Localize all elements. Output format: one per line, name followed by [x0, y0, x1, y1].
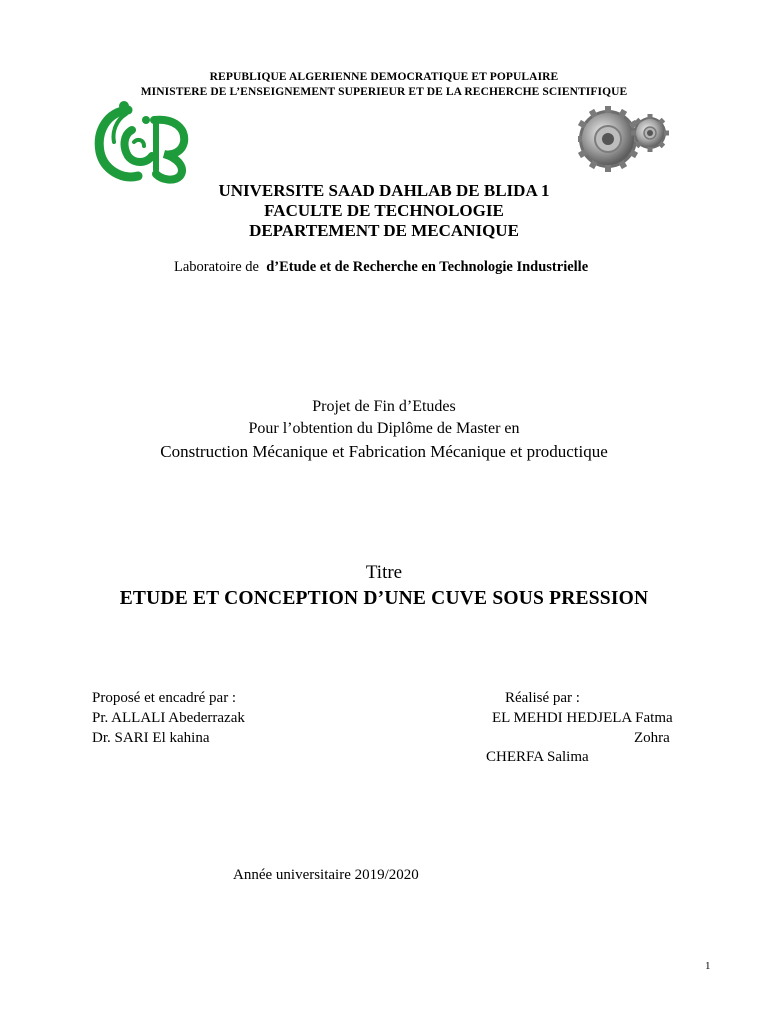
academic-year: Année universitaire 2019/2020: [233, 867, 419, 883]
laboratory-line: [174, 259, 588, 276]
supervisor-name: Dr. SARI El kahina: [92, 730, 210, 746]
title-label: Titre: [365, 562, 403, 583]
author-name: CHERFA Salima: [486, 749, 589, 765]
author-name-continued: Zohra: [634, 730, 670, 746]
university-logo-icon: [94, 100, 192, 184]
laboratory-prefix: Laboratoire de: [174, 259, 259, 275]
page-number: 1: [705, 960, 711, 972]
header-republic: REPUBLIQUE ALGERIENNE DEMOCRATIQUE ET POPULAIRE: [209, 71, 559, 83]
department-name: DEPARTEMENT DE MECANIQUE: [249, 221, 519, 240]
project-type: Projet de Fin d’Etudes: [312, 398, 456, 415]
header-ministry: MINISTERE DE L’ENSEIGNEMENT SUPERIEUR ET DE LA RECHERCHE SCIENTIFIQUE: [140, 86, 628, 98]
laboratory-name: d’Etude et de Recherche en Technologie Industrielle: [266, 259, 589, 275]
project-purpose: Pour l’obtention du Diplôme de Master en: [248, 420, 520, 437]
author-name: EL MEHDI HEDJELA Fatma: [492, 710, 673, 726]
project-specialty: Construction Mécanique et Fabrication Mécanique et productique: [160, 442, 608, 461]
supervisor-name: Pr. ALLALI Abederrazak: [92, 710, 245, 726]
supervisors-heading: Proposé et encadré par :: [92, 690, 237, 706]
faculty-name: FACULTE DE TECHNOLOGIE: [264, 201, 504, 220]
authors-heading: Réalisé par :: [505, 690, 580, 706]
university-name: UNIVERSITE SAAD DAHLAB DE BLIDA 1: [218, 181, 550, 200]
thesis-title: ETUDE ET CONCEPTION D’UNE CUVE SOUS PRESSION: [119, 588, 649, 609]
gears-icon: [578, 103, 670, 173]
